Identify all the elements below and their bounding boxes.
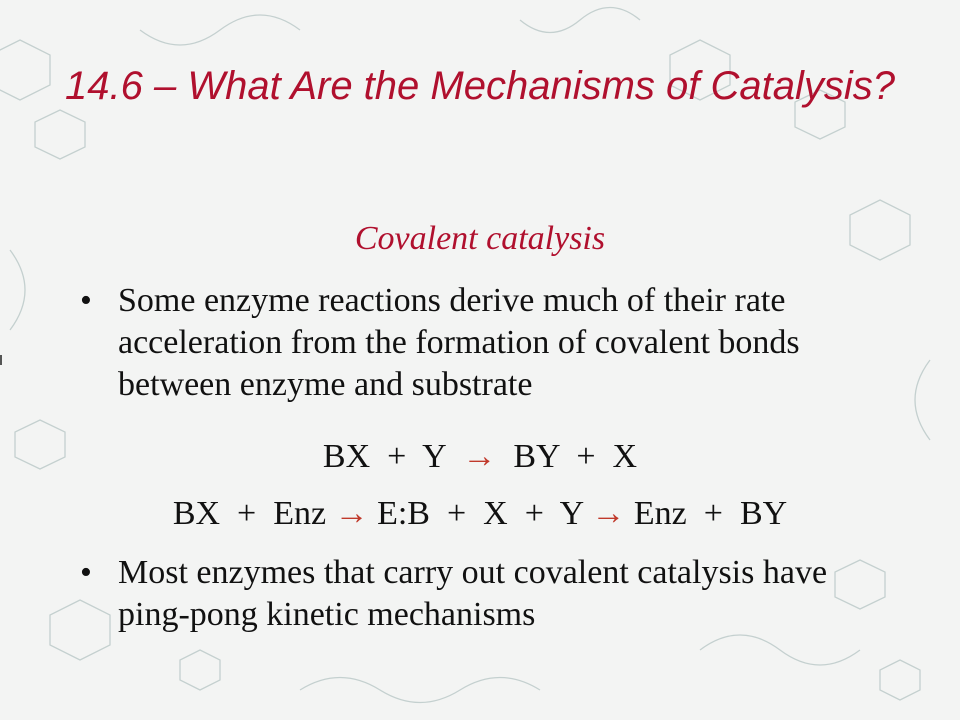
equation-part: BX + Enz <box>172 495 335 532</box>
reaction-arrow-icon: → <box>462 438 497 475</box>
enzyme-reaction-equation <box>0 495 960 533</box>
slide-title-text: 14.6 – What Are the Mechanisms of Catalysis? <box>65 64 895 108</box>
bullet-symbol: • <box>80 282 92 319</box>
bullet-item <box>80 552 880 636</box>
equation-part: Enz + BY <box>625 495 788 532</box>
reaction-equation <box>0 438 960 476</box>
equation-part: E:B + X + Y <box>368 495 592 532</box>
slide-title <box>0 62 960 110</box>
reaction-arrow-icon: → <box>591 495 626 532</box>
bullet-text: Most enzymes that carry out covalent catalysis have ping-pong kinetic mechanisms <box>118 554 828 633</box>
equation-left: BX + Y <box>322 438 463 475</box>
equation-right: BY + X <box>496 438 638 475</box>
bullet-symbol: • <box>80 554 92 591</box>
bullet-text: Some enzyme reactions derive much of their rate acceleration from the formation of covalent bonds between enzyme and substrate <box>118 282 800 403</box>
section-heading: Covalent catalysis <box>354 220 606 257</box>
bullet-item <box>80 280 880 406</box>
reaction-arrow-icon: → <box>334 495 369 532</box>
